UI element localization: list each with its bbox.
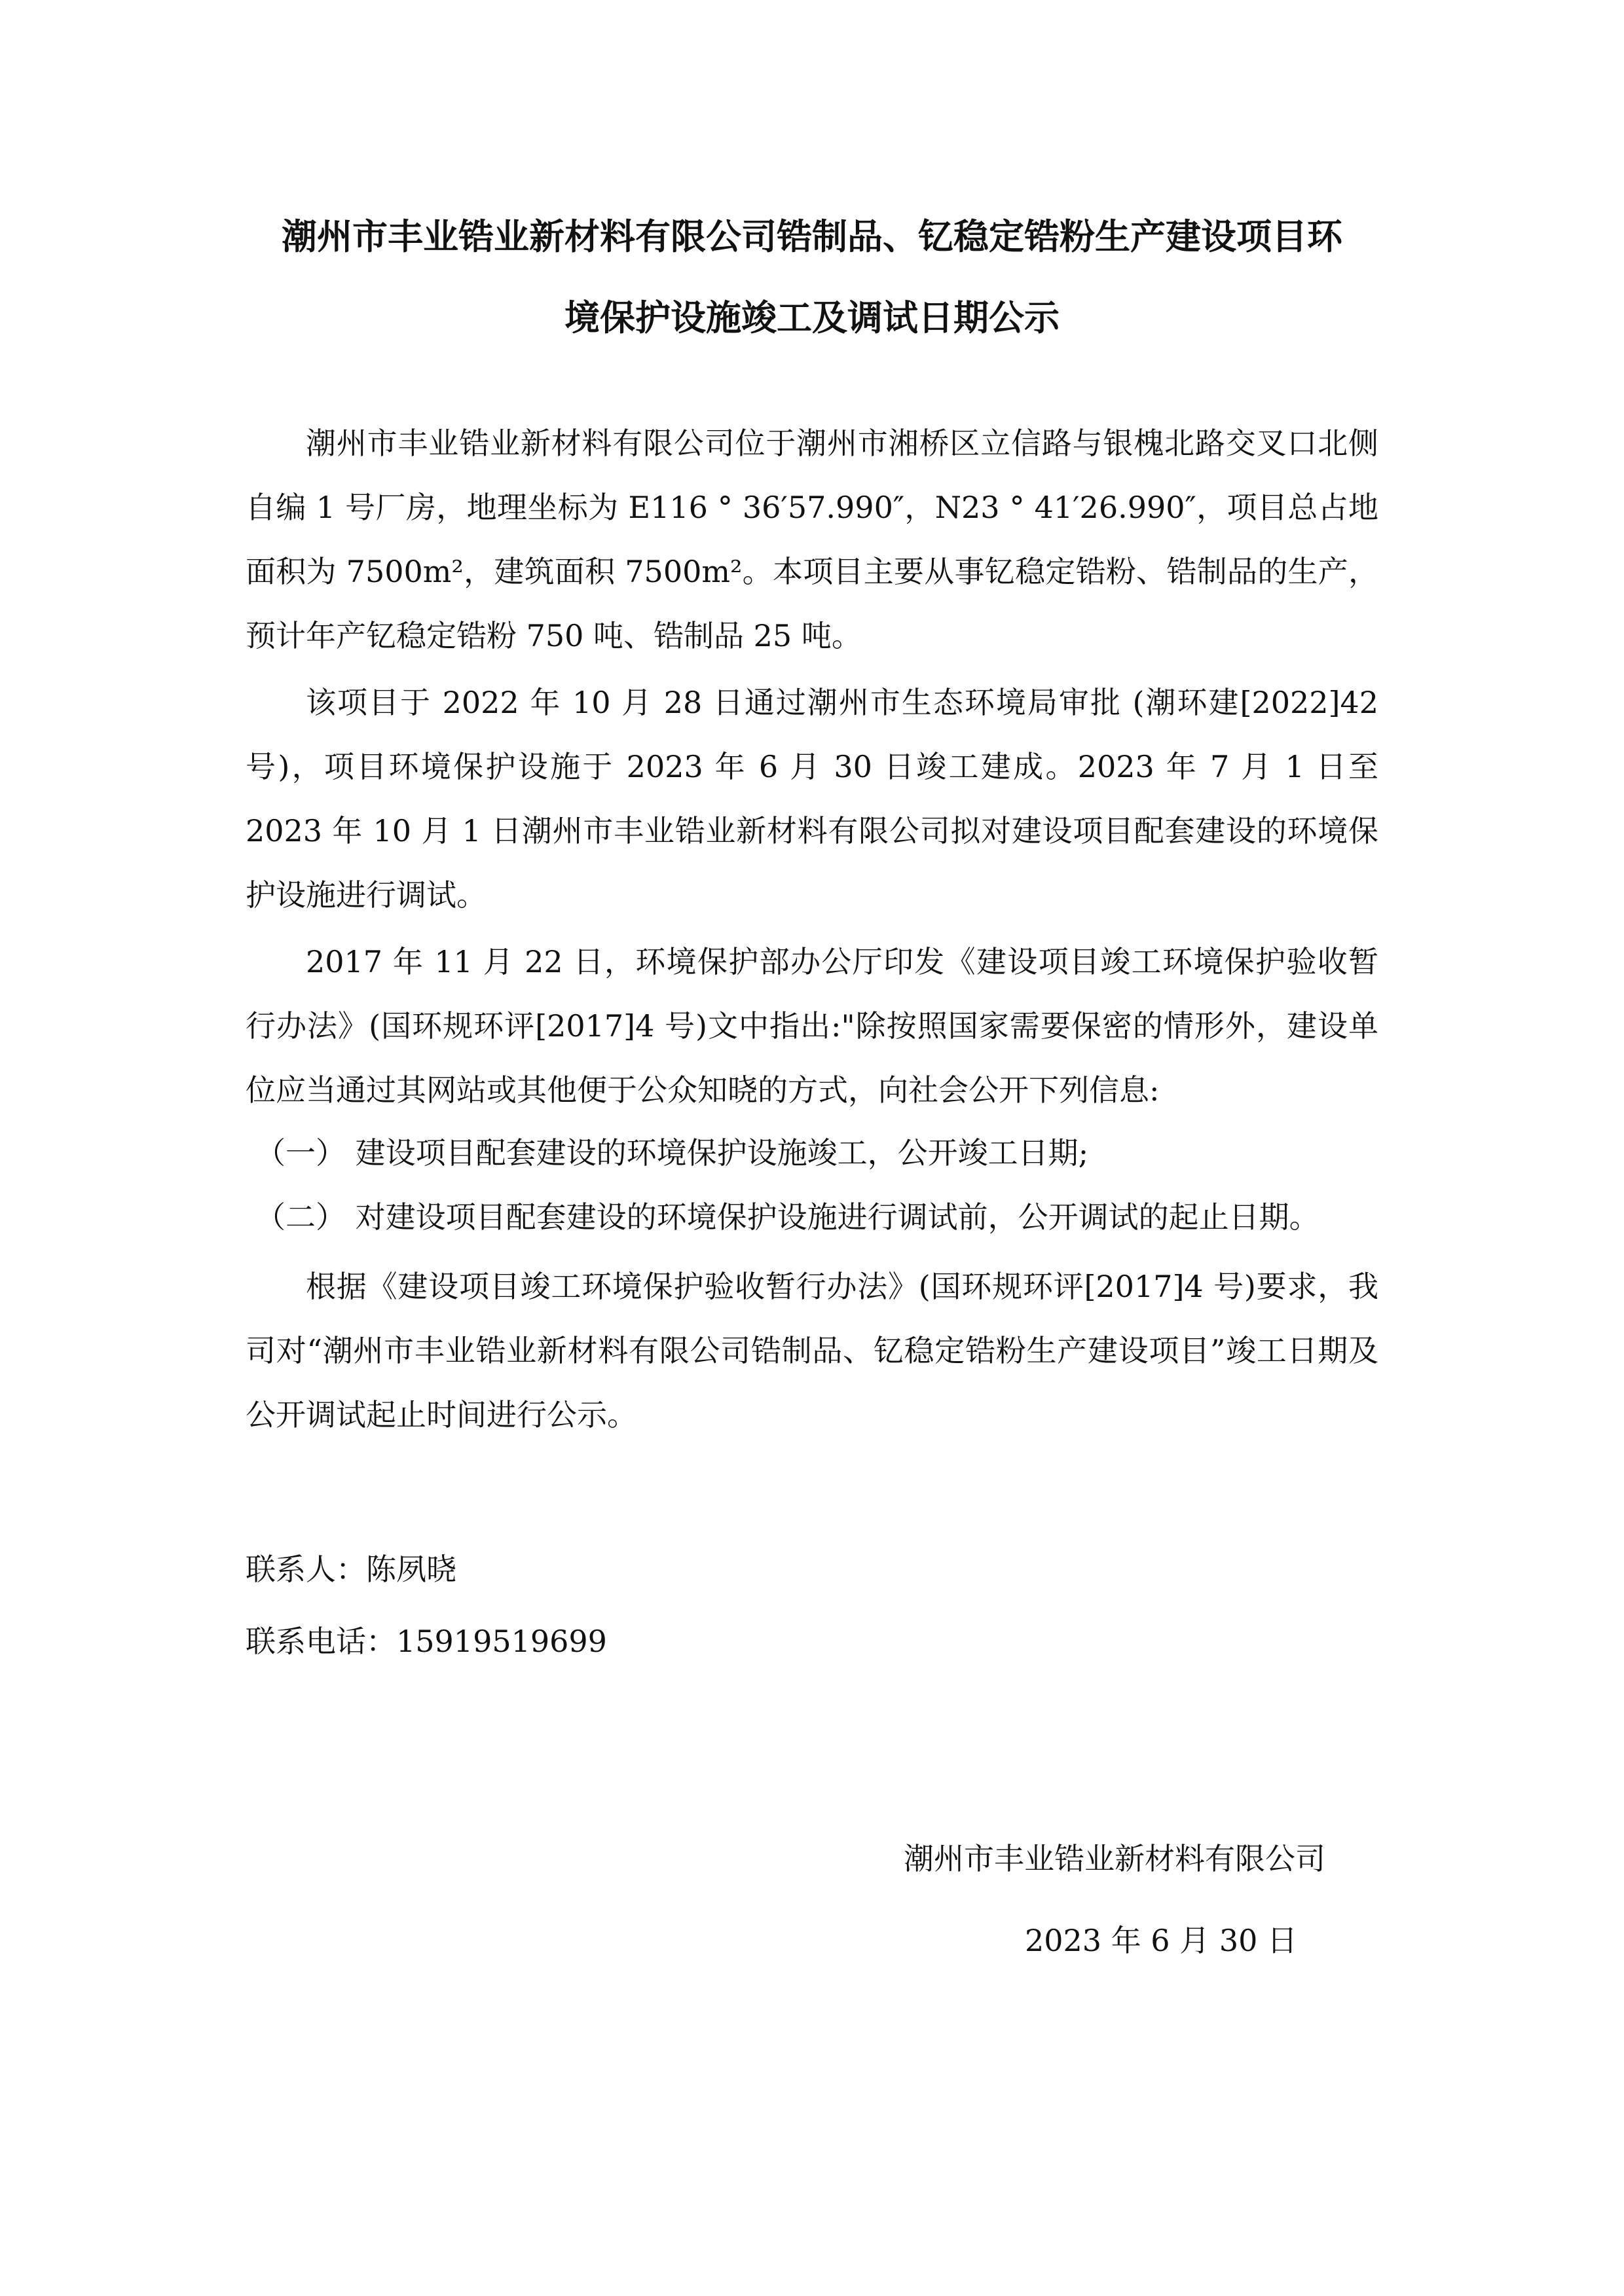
list-item-completion: （一） 建设项目配套建设的环境保护设施竣工，公开竣工日期; [255,1135,1089,1171]
signature-company: 潮州市丰业锆业新材料有限公司 [904,1841,1325,1876]
title-line-2: 境保护设施竣工及调试日期公示 [564,297,1060,338]
paragraph-approval: 该项目于 2022 年 10 月 28 日通过潮州市生态环境局审批 (潮环建[2022]42 号)，项目环境保护设施于 2023 年 6 月 30 日竣工建成。2023 年 7 月 1 日至 2023 年 10 月 1 日潮州市丰业锆业新材料有限公司拟对建设项目配套建设的环境保护设施进行调试。 [246,685,1378,913]
paragraph-announcement: 根据《建设项目竣工环境保护验收暂行办法》(国环规环评[2017]4 号)要求，我司对“潮州市丰业锆业新材料有限公司锆制品、钇稳定锆粉生产建设项目”竣工日期及公开调试起止时间进行公示。 [246,1269,1378,1432]
paragraph-location: 潮州市丰业锆业新材料有限公司位于潮州市湘桥区立信路与银槐北路交叉口北侧自编 1 号厂房，地理坐标为 E116 ° 36′57.990″，N23 ° 41′26.990″，项目总占地面积为 7500m²，建筑面积 7500m²。本项目主要从事钇稳定锆粉、锆制品的生产，预计年产钇稳定锆粉 750 吨、锆制品 25 吨。 [246,426,1378,653]
contact-person: 联系人：陈夙晓 [246,1552,456,1587]
paragraph-regulation: 2017 年 11 月 22 日，环境保护部办公厅印发《建设项目竣工环境保护验收暂行办法》(国环规环评[2017]4 号)文中指出:"除按照国家需要保密的情形外，建设单位应当通过其网站或其他便于公众知晓的方式，向社会公开下列信息: [246,944,1378,1108]
contact-phone: 联系电话：15919519699 [246,1624,607,1659]
document-title [236,196,1388,359]
list-item-debugging: （二） 对建设项目配套建设的环境保护设施进行调试前，公开调试的起止日期。 [255,1199,1320,1235]
signature-date: 2023 年 6 月 30 日 [1025,1923,1297,1958]
title-line-1: 潮州市丰业锆业新材料有限公司锆制品、钇稳定锆粉生产建设项目环 [282,216,1342,257]
